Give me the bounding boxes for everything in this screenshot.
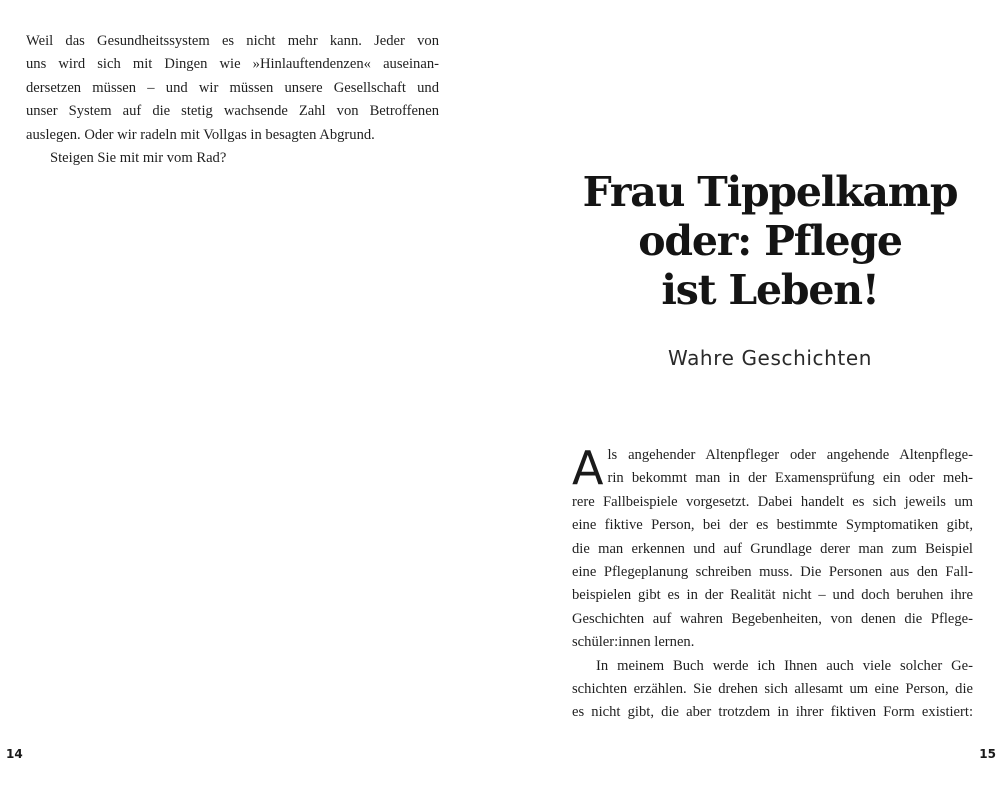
left-page-text	[26, 30, 439, 170]
text-line: ls angehender Altenpfleger oder angehende Altenpflege-	[607, 447, 973, 463]
text-line: die man erkennen und auf Grundlage derer man zum Beispiel	[572, 540, 973, 557]
chapter-title	[570, 168, 970, 315]
text-line: Steigen Sie mit mir vom Rad?	[50, 150, 227, 167]
right-page	[500, 0, 1000, 800]
text-line: schichten erzählen. Sie drehen sich allesamt um eine Person, die	[572, 681, 973, 698]
text-line: In meinem Buch werde ich Ihnen auch viele solcher Ge-	[596, 657, 973, 674]
text-line: uns wird sich mit Dingen wie »Hinlauftendenzen« auseinan-	[26, 56, 439, 73]
text-line: rere Fallbeispiele vorgesetzt. Dabei handelt es sich jeweils um	[572, 493, 973, 510]
text-line: eine fiktive Person, bei der es bestimmte Symptomatiken gibt,	[572, 517, 973, 534]
text-line: unser System auf die stetig wachsende Zahl von Betroffenen	[26, 103, 439, 120]
chapter-title-line: Frau Tippelkamp	[582, 168, 958, 216]
text-line: schüler:innen lernen.	[572, 634, 695, 651]
text-line: es nicht gibt, die aber trotzdem in ihrer fiktiven Form existiert:	[572, 704, 973, 721]
text-line: Geschichten auf wahren Begebenheiten, von denen die Pflege-	[572, 610, 973, 627]
text-line: rin bekommt man in der Examensprüfung ein oder meh-	[607, 470, 973, 487]
chapter-title-line: ist Leben!	[661, 266, 879, 314]
page-number-left: 14	[6, 747, 23, 761]
text-line: beispielen gibt es in der Realität nicht – und doch beruhen ihre	[572, 587, 973, 604]
drop-cap: A	[572, 441, 604, 495]
right-page-text	[572, 441, 973, 725]
text-line: Weil das Gesundheitssystem es nicht mehr kann. Jeder von	[26, 33, 439, 49]
text-line: eine Pflegeplanung schreiben muss. Die Personen aus den Fall-	[572, 564, 973, 581]
page-number-right: 15	[979, 747, 996, 761]
chapter-title-line: oder: Pflege	[638, 217, 902, 265]
chapter-subtitle: Wahre Geschichten	[667, 346, 873, 370]
text-line: auslegen. Oder wir radeln mit Vollgas in besagten Abgrund.	[26, 126, 375, 143]
text-line: dersetzen müssen – und wir müssen unsere Gesellschaft und	[26, 79, 439, 96]
